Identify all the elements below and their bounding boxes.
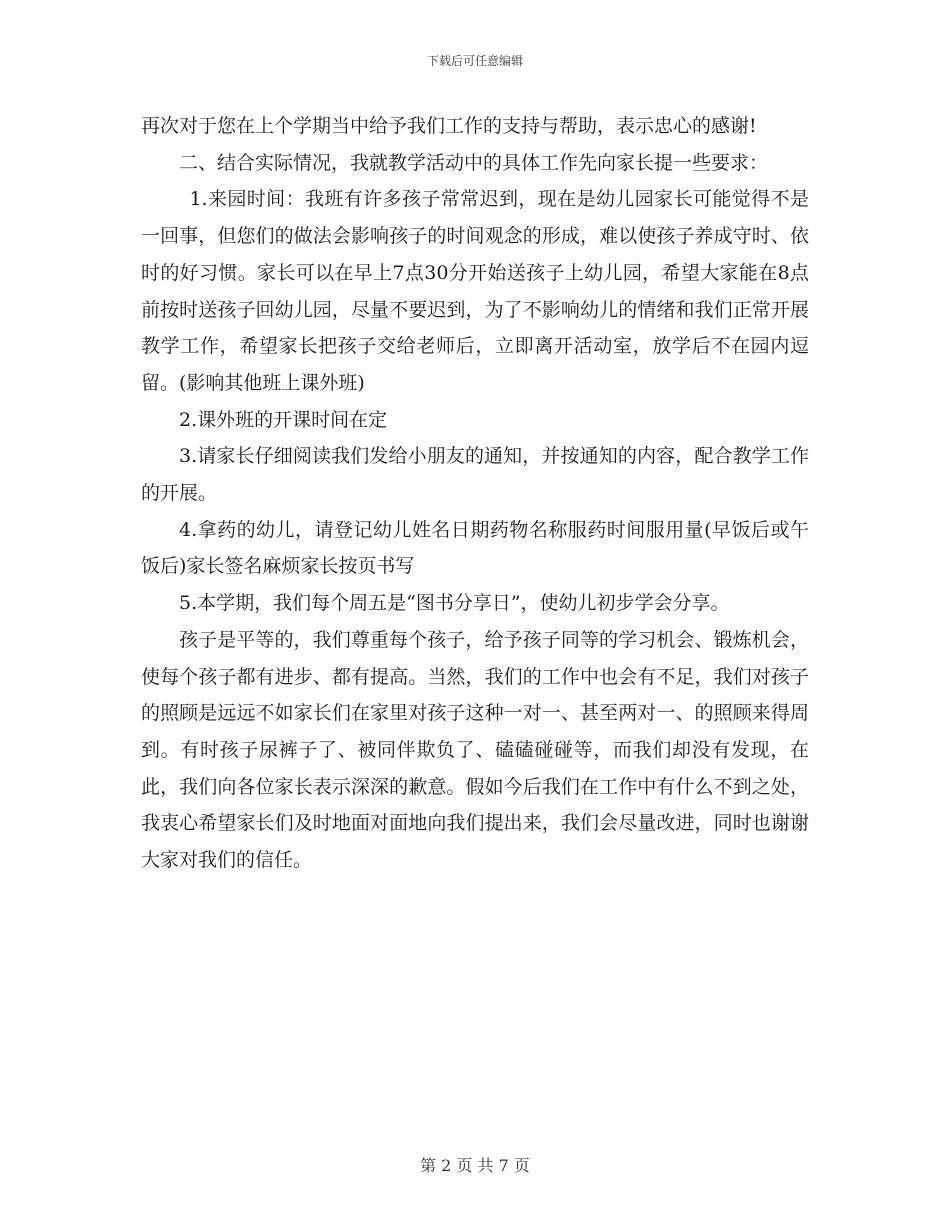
paragraph-closing: 孩子是平等的，我们尊重每个孩子，给予孩子同等的学习机会、锻炼机会，使每个孩子都有进步、都有提高。当然，我们的工作中也会有不足，我们对孩子的照顾是远远不如家长们在家里对孩子这种一对一、甚至两对一、的照顾来得周到。有时孩子尿裤子了、被同伴欺负了、磕磕碰碰等，而我们却没有发现，在此，我们向各位家长表示深深的歉意。假如今后我们在工作中有什么不到之处，我衷心希望家长们及时地面对面地向我们提出来，我们会尽量改进，同时也谢谢大家对我们的信任。 [141,628,809,872]
paragraph-item-4-medicine: 4.拿药的幼儿，请登记幼儿姓名日期药物名称服药时间服用量(早饭后或午饭后)家长签名麻烦家长按页书写 [141,518,809,578]
paragraph-item-1-arrival-time: 1.来园时间：我班有许多孩子常常迟到，现在是幼儿园家长可能觉得不是一回事，但您们的做法会影响孩子的时间观念的形成，难以使孩子养成守时、依时的好习惯。家长可以在早上7点30分开始送孩子上幼儿园，希望大家能在8点前按时送孩子回幼儿园，尽量不要迟到，为了不影响幼儿的情绪和我们正常开展教学工作，希望家长把孩子交给老师后，立即离开活动室，放学后不在园内逗留。(影响其他班上课外班) [141,188,809,394]
paragraph-item-5-book-sharing: 5.本学期，我们每个周五是“图书分享日”，使幼儿初步学会分享。 [179,592,730,615]
paragraph-item-2-class-schedule: 2.课外班的开课时间在定 [179,408,388,431]
document-body [141,108,809,879]
page-header-note: 下载后可任意编辑 [426,54,523,68]
paragraph-thanks: 再次对于您在上个学期当中给予我们工作的支持与帮助，表示忠心的感谢! [141,115,757,137]
page-number: 第 2 页 共 7 页 [420,1156,530,1175]
paragraph-section-two-heading: 二、结合实际情况，我就教学活动中的具体工作先向家长提一些要求： [179,151,769,174]
paragraph-item-3-notices: 3.请家长仔细阅读我们发给小朋友的通知，并按通知的内容，配合教学工作的开展。 [141,445,809,505]
